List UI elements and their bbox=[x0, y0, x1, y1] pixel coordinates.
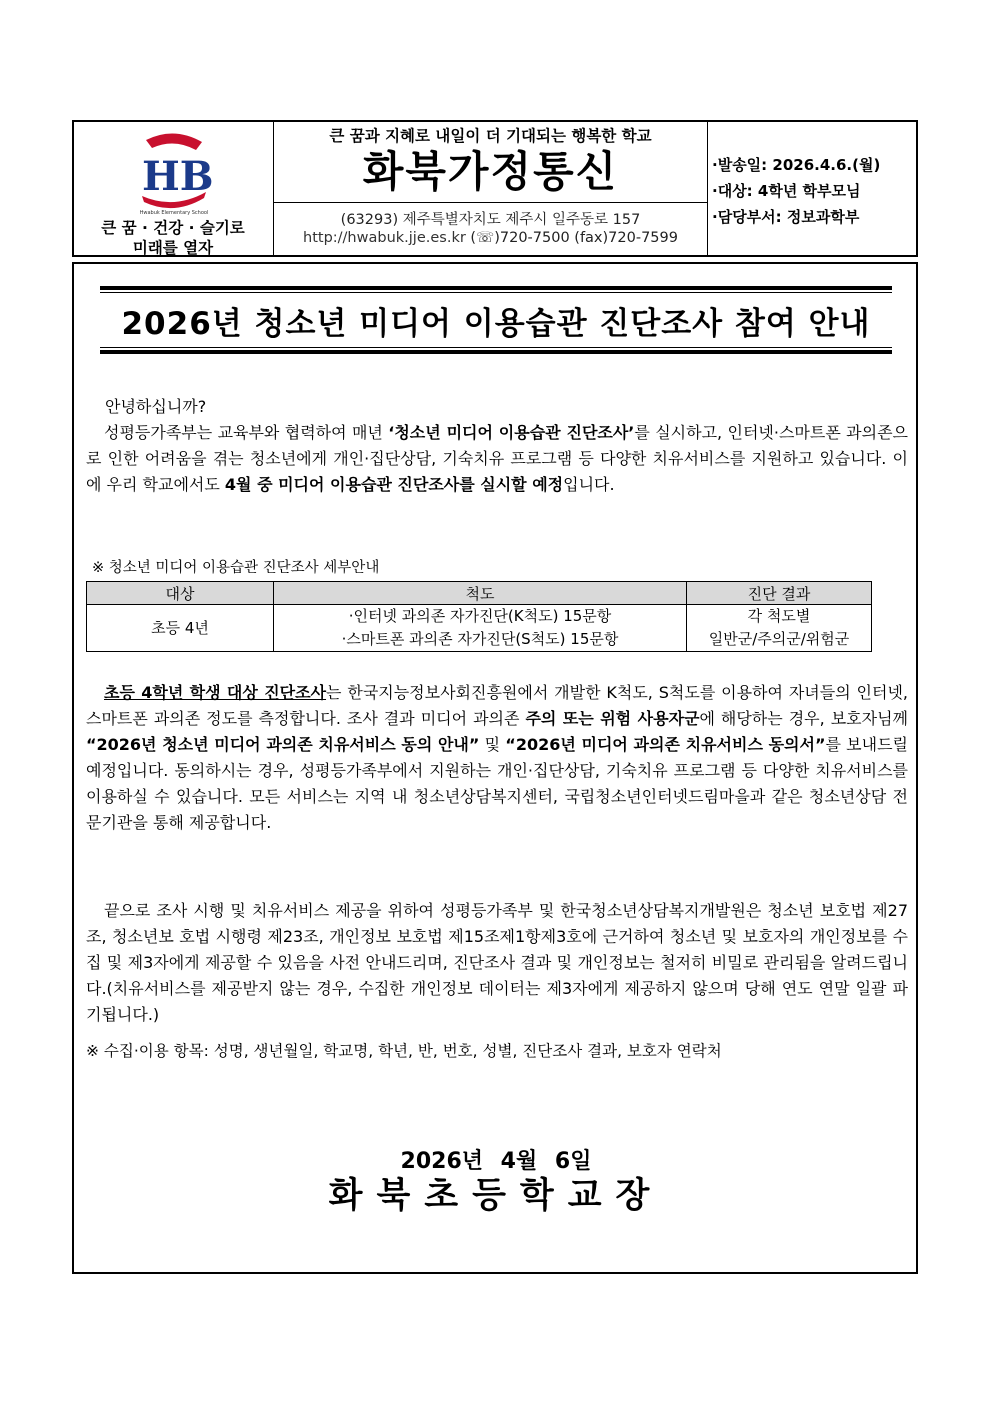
school-address: (63293) 제주특별자치도 제주시 일주동로 157 bbox=[340, 212, 641, 228]
scale-s: ·스마트폰 과의존 자가진단(S척도) 15문항 bbox=[341, 630, 619, 648]
issue-date: 2026년 4월 6일 bbox=[400, 1149, 592, 1174]
p1-schedule: 4월 중 미디어 이용습관 진단조사를 실시할 예정 bbox=[224, 475, 564, 494]
detail-note: ※ 청소년 미디어 이용습관 진단조사 세부안내 bbox=[92, 560, 380, 576]
paragraph-survey bbox=[86, 680, 908, 836]
send-date: ·발송일: 2026.4.6.(월) bbox=[712, 156, 881, 174]
p2-text-2: 에 해당하는 경우, 보호자님께 bbox=[699, 709, 908, 728]
result-line-1: 각 척도별 bbox=[747, 607, 811, 625]
document-title-box bbox=[100, 286, 892, 354]
school-logo bbox=[136, 132, 212, 218]
phone-fax: (☏)720-7500 (fax)720-7599 bbox=[470, 230, 678, 246]
collected-items-note: ※ 수집·이용 항목: 성명, 생년월일, 학교명, 학년, 반, 번호, 성별, 진단조사 결과, 보호자 연락처 bbox=[86, 1042, 722, 1060]
logo-letters: HB bbox=[142, 153, 212, 200]
school-url[interactable]: http://hwabuk.jje.es.kr bbox=[303, 230, 466, 246]
p2-risk-group: 주의 또는 위험 사용자군 bbox=[525, 709, 700, 728]
table-header-row bbox=[87, 582, 872, 605]
cell-scale bbox=[274, 605, 687, 652]
motto-line-1: 큰 꿈 · 건강 · 슬기로 bbox=[101, 219, 245, 237]
paragraph-privacy: 끝으로 조사 시행 및 치유서비스 제공을 위하여 성평등가족부 및 한국청소년상담복지개발원은 청소년 보호법 제27조, 청소년보 호법 시행령 제23조, 개인정보 보호법 제15조제1항제3호에 근거하여 청소년 및 보호자의 개인정보를 수집 및 제3자에게 제공할 수 있음을 사전 안내드리며, 진단조사 결과 및 개인정보는 철저히 비밀로 관리됨을 알려드립니다.(치유서비스를 제공받지 않는 경우, 수집한 개인정보 데이터는 제3자에게 제공하지 않으며 당해 연도 연말 일괄 파기됩니다.) bbox=[86, 901, 908, 1024]
header-meta bbox=[712, 152, 918, 230]
p1-survey-name: ‘청소년 미디어 이용습관 진단조사’ bbox=[388, 423, 635, 442]
cell-result bbox=[687, 605, 872, 652]
p2-subject: 초등 4학년 학생 대상 진단조사 bbox=[104, 683, 327, 702]
p2-consent-form: “2026년 미디어 과의존 치유서비스 동의서” bbox=[505, 735, 826, 754]
target-audience: ·대상: 4학년 학부모님 bbox=[712, 182, 861, 200]
p2-consent-guide: “2026년 청소년 미디어 과의존 치유서비스 동의 안내” bbox=[86, 735, 480, 754]
table-row bbox=[87, 605, 872, 652]
p2-text: 는 한국지능정보사회진흥원에서 개발한 K척도, S척도를 이용하여 자녀들의 인터넷, 스마트폰 과의존 정도를 측정합니다. 조사 결과 미디어 과의존 bbox=[86, 683, 908, 728]
p2-text-4: 를 보내드릴 예정입니다. 동의하시는 경우, 성평등가족부에서 지원하는 개인·집단상담, 기숙치유 프로그램 등 다양한 치유서비스를 이용하실 수 있습니다. 모든 서비스는 지역 내 청소년상담복지센터, 국립청소년인터넷드림마을과 같은 청소년상담 전문기관을 통해 제공합니다. bbox=[86, 735, 908, 832]
motto-line-2: 미래를 열자 bbox=[132, 239, 214, 257]
header-target: 대상 bbox=[87, 582, 274, 605]
newsletter-header bbox=[72, 120, 918, 257]
logo-cell bbox=[74, 122, 274, 255]
survey-detail-table bbox=[86, 581, 872, 652]
logo-caption: Hwabuk Elementary School bbox=[139, 210, 209, 216]
header-divider bbox=[274, 202, 707, 203]
p2-text-3: 및 bbox=[479, 735, 506, 754]
scale-k: ·인터넷 과의존 자가진단(K척도) 15문항 bbox=[348, 607, 612, 625]
document-title: 2026년 청소년 미디어 이용습관 진단조사 참여 안내 bbox=[121, 306, 871, 342]
p1-text-3: 입니다. bbox=[563, 475, 615, 494]
p1-text-2: 를 실시하고, 인터넷·스마트폰 과의존으로 인한 어려움을 겪는 청소년에게 개인·집단상담, 기숙치유 프로그램 등 다양한 치유서비스를 지원하고 있습니다. 이에 우리 학교에서도 bbox=[86, 423, 908, 494]
header-center bbox=[274, 122, 708, 255]
school-motto bbox=[74, 218, 272, 258]
cell-target: 초등 4년 bbox=[87, 605, 274, 652]
school-slogan: 큰 꿈과 지혜로 내일이 더 기대되는 행복한 학교 bbox=[329, 127, 652, 145]
greeting: 안녕하십니까? bbox=[105, 397, 207, 416]
newsletter-title: 화북가정통신 bbox=[362, 147, 619, 196]
header-result: 진단 결과 bbox=[687, 582, 872, 605]
header-scale: 척도 bbox=[274, 582, 687, 605]
department: ·담당부서: 정보과학부 bbox=[712, 208, 860, 226]
paragraph-intro bbox=[86, 420, 908, 498]
result-line-2: 일반군/주의군/위험군 bbox=[708, 630, 850, 648]
principal-signature: 화북초등학교장 bbox=[328, 1176, 664, 1216]
school-contact bbox=[274, 230, 707, 246]
p1-text: 성평등가족부는 교육부와 협력하여 매년 bbox=[104, 423, 389, 442]
